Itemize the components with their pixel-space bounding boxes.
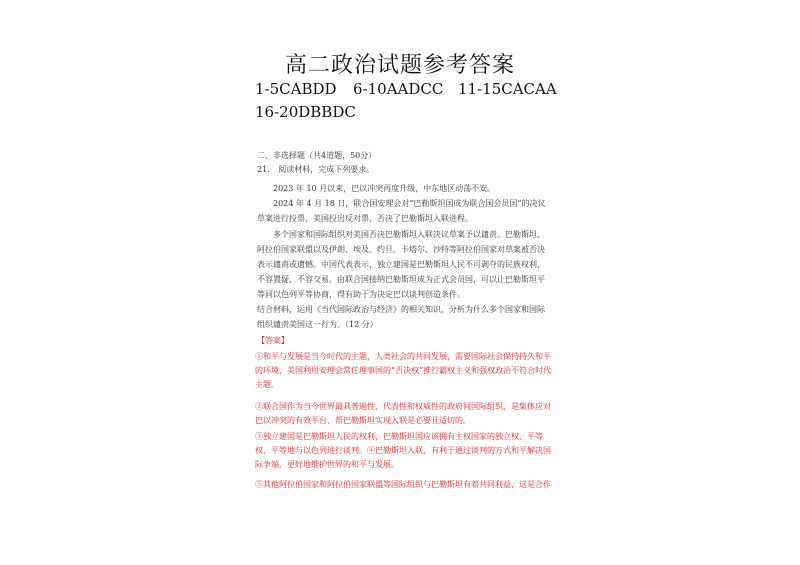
material-paragraph-2: 2024 年 4 月 18 日，联合国安理会对“巴勒斯坦国成为联合国会员国”的决议草案进行投票，美国投出反对票，否决了巴勒斯坦入联进程。 bbox=[257, 199, 546, 223]
question-number: 21. bbox=[257, 165, 270, 174]
page-title: 高二政治试题参考答案 bbox=[284, 53, 515, 78]
question-prompt: 结合材料，运用《当代国际政治与经济》的相关知识，分析为什么多个国家和国际组织谴责美国这一行为。（12 分） bbox=[257, 305, 545, 329]
answer-point-5: ⑤其他阿拉伯国家和阿拉伯国家联盟等国际组织与巴勒斯坦有着共同利益，这是合作 bbox=[255, 480, 551, 489]
choice-answer-2: 6-10AADCC bbox=[353, 80, 444, 98]
question-heading bbox=[257, 165, 374, 175]
answer-label: 【答案】 bbox=[257, 336, 289, 345]
answer-point-2: ②联合国作为当今世界最具普遍性、代表性和权威性的政府间国际组织，是集体应对巴以冲突的有效平台，帮巴勒斯坦实现入联是必要且适切的。 bbox=[255, 402, 551, 425]
material-paragraph-1: 2023 年 10 月以来，巴以冲突再度升级，中东地区动荡不安。 bbox=[273, 184, 496, 193]
material-paragraph-3: 多个国家和国际组织对美国否决巴勒斯坦入联决议草案予以谴责。巴勒斯坦、阿拉伯国家联盟以及伊朗、埃及、约旦、卡塔尔、沙特等阿拉伯国家对草案被否决表示谴责或遗憾。中国代表表示，独立建国是巴勒斯坦人民不可剥夺的民族权利，不容置疑、不容交易。由联合国接纳巴勒斯坦成为正式会员国，可以让巴勒斯坦平等同以色列平等协商，得有助于为决定巴以谈判创造条件。 bbox=[257, 230, 545, 299]
choice-answer-1: 1-5CABDD bbox=[255, 80, 337, 98]
answer-point-1: ①和平与发展是当今时代的主题，人类社会的共同发展，需要国际社会保持持久和平的环境，美国利用安理会常任理事国的“否决权”推行霸权主义和强权政治不符合时代主题。 bbox=[255, 352, 552, 389]
choice-answer-3: 11-15CACAA bbox=[458, 80, 557, 98]
answer-point-3-4: ③独立建国是巴勒斯坦人民的权利，巴勒斯坦国应该拥有主权国家的独立权、平等权，平等地与以色列进行谈判。④巴勒斯坦入联，有利于通过谈判的方式和平解决国际争端，更好地维护世界的和平与发展。 bbox=[255, 432, 551, 469]
section-heading: 二、非选择题（共4道题，50分） bbox=[257, 151, 377, 160]
choice-answer-4: 16-20DBBDC bbox=[255, 103, 356, 121]
question-instruction: 阅读材料，完成下列要求。 bbox=[278, 165, 375, 174]
